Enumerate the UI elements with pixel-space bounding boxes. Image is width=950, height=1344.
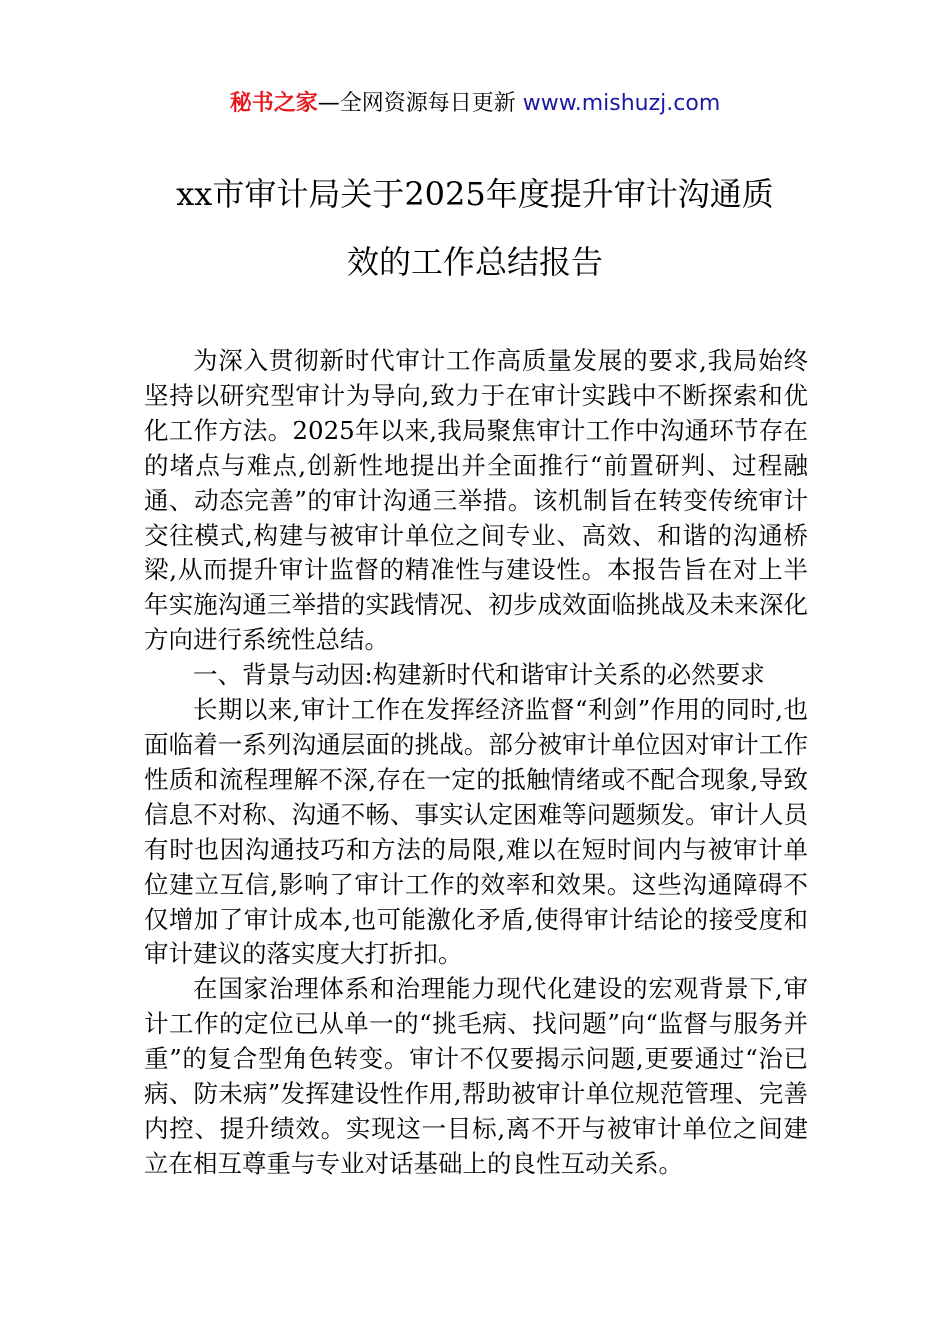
document-title xyxy=(120,160,830,296)
intro-paragraph: 为深入贯彻新时代审计工作高质量发展的要求,我局始终坚持以研究型审计为导向,致力于在审计实践中不断探索和优化工作方法。2025年以来,我局聚焦审计工作中沟通环节存在的堵点与难点,创新性地提出并全面推行“前置研判、过程融通、动态完善”的审计沟通三举措。该机制旨在转变传统审计交往模式,构建与被审计单位之间专业、高效、和谐的沟通桥梁,从而提升审计监督的精准性与建设性。本报告旨在对上半年实施沟通三举措的实践情况、初步成效面临挑战及未来深化方向进行系统性总结。 xyxy=(144,346,808,655)
brand-name: 秘书之家 xyxy=(229,91,318,116)
document-body xyxy=(144,344,808,1182)
background-paragraph-2: 在国家治理体系和治理能力现代化建设的宏观背景下,审计工作的定位已从单一的“挑毛病、找问题”向“监督与服务并重”的复合型角色转变。审计不仅要揭示问题,更要通过“治已病、防未病”发挥建设性作用,帮助被审计单位规范管理、完善内控、提升绩效。实现这一目标,离不开与被审计单位之间建立在相互尊重与专业对话基础上的良性互动关系。 xyxy=(144,974,808,1178)
title-line-2: 效的工作总结报告 xyxy=(346,243,603,281)
site-header xyxy=(0,86,950,122)
section-heading-1: 一、背景与动因:构建新时代和谐审计关系的必然要求 xyxy=(193,660,765,690)
background-paragraph-1: 长期以来,审计工作在发挥经济监督“利剑”作用的同时,也面临着一系列沟通层面的挑战。部分被审计单位因对审计工作性质和流程理解不深,存在一定的抵触情绪或不配合现象,导致信息不对称、沟通不畅、事实认定困难等问题频发。审计人员有时也因沟通技巧和方法的局限,难以在短时间内与被审计单位建立互信,影响了审计工作的效率和效果。这些沟通障碍不仅增加了审计成本,也可能激化矛盾,使得审计结论的接受度和审计建议的落实度大打折扣。 xyxy=(144,695,808,969)
site-url[interactable]: www.mishuzj.com xyxy=(522,91,721,116)
title-line-1: xx市审计局关于2025年度提升审计沟通质 xyxy=(176,175,774,213)
header-slogan: —全网资源每日更新 xyxy=(317,91,516,116)
